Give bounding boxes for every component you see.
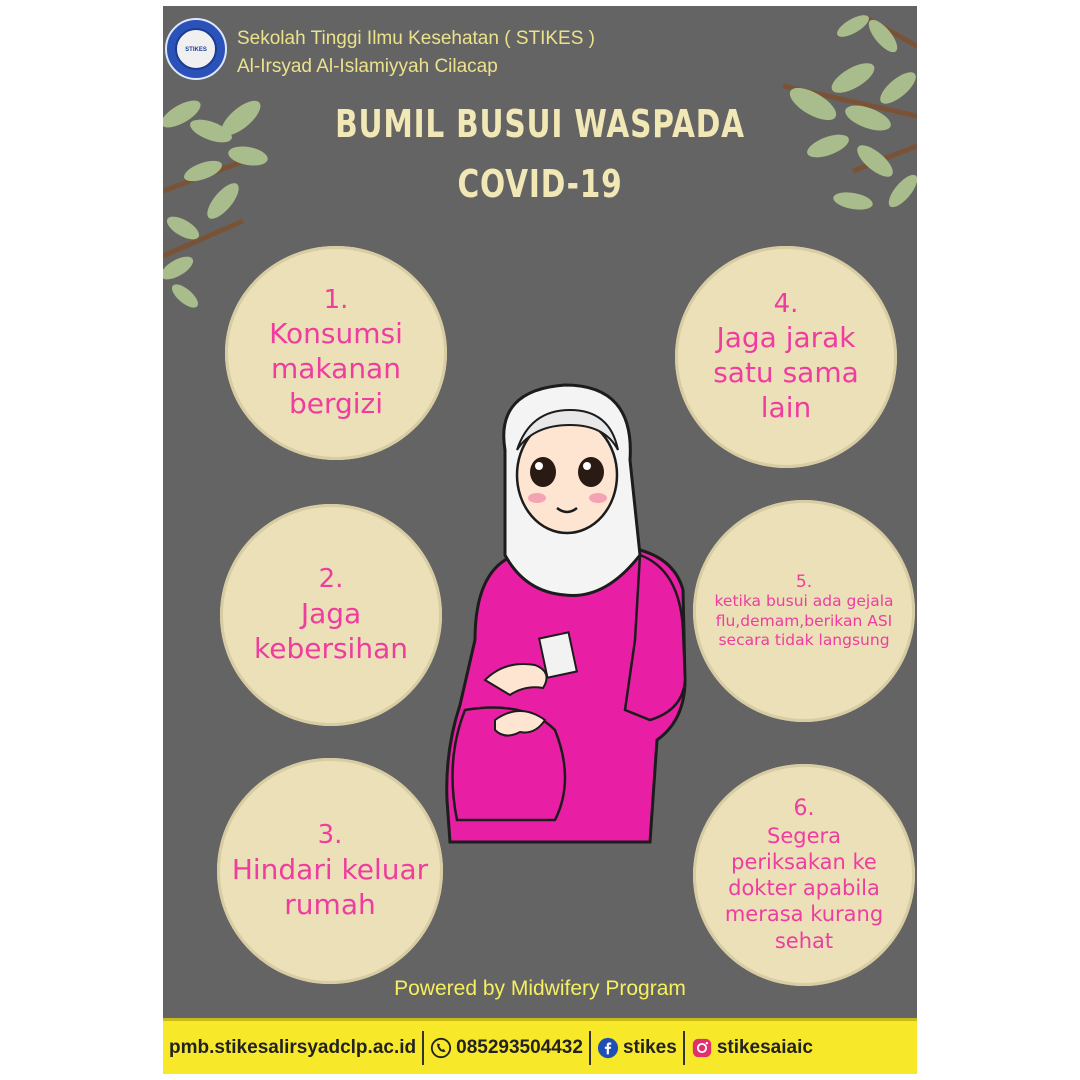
tip-text: ketika busui ada gejala flu,demam,berikan ASI secara tidak langsung: [714, 592, 894, 649]
poster-title-line1: BUMIL BUSUI WASPADA: [335, 102, 745, 146]
footer-divider: [422, 1031, 424, 1065]
whatsapp-icon: [430, 1037, 452, 1059]
tip-bubble-6: [693, 764, 915, 986]
footer-divider: [589, 1031, 591, 1065]
tip-number: 6.: [793, 796, 815, 822]
pregnant-woman-illustration: [435, 380, 695, 845]
facebook-icon: [597, 1037, 619, 1059]
logo-seal-icon: STIKES: [175, 28, 217, 70]
facebook-handle[interactable]: stikes: [622, 1036, 677, 1058]
instagram-icon: [691, 1037, 713, 1059]
phone-number[interactable]: 085293504432: [456, 1036, 583, 1058]
website-link[interactable]: pmb.stikesalirsyadclp.ac.id: [169, 1036, 417, 1058]
tip-text: Segera periksakan ke dokter apabila merasa kurang sehat: [724, 823, 884, 953]
tip-bubble-2: [220, 504, 442, 726]
tip-number: 4.: [773, 288, 799, 319]
stikes-logo: [165, 18, 227, 80]
tip-text: Konsumsi makanan bergizi: [269, 317, 403, 421]
tip-number: 3.: [317, 820, 343, 851]
tip-bubble-4: [675, 246, 897, 468]
school-name-line1: Sekolah Tinggi Ilmu Kesehatan ( STIKES ): [237, 28, 596, 49]
poster-title-line2: COVID-19: [457, 162, 623, 206]
tip-bubble-1: [225, 246, 447, 460]
tip-text: Jaga jarak satu sama lain: [713, 321, 859, 425]
tip-number: 5.: [795, 571, 813, 592]
poster: [163, 6, 917, 1074]
tip-number: 1.: [323, 284, 349, 315]
instagram-handle[interactable]: stikesaiaic: [716, 1036, 813, 1058]
tip-bubble-3: [217, 758, 443, 984]
school-name-line2: Al-Irsyad Al-Islamiyyah Cilacap: [237, 56, 498, 77]
tip-bubble-5: [693, 500, 915, 722]
powered-by-text: Powered by Midwifery Program: [394, 977, 686, 1000]
tip-number: 2.: [318, 564, 344, 595]
tip-text: Jaga kebersihan: [254, 596, 408, 665]
footer-divider: [683, 1031, 685, 1065]
footer-contact-bar: [163, 1018, 917, 1074]
tip-text: Hindari keluar rumah: [231, 852, 429, 921]
